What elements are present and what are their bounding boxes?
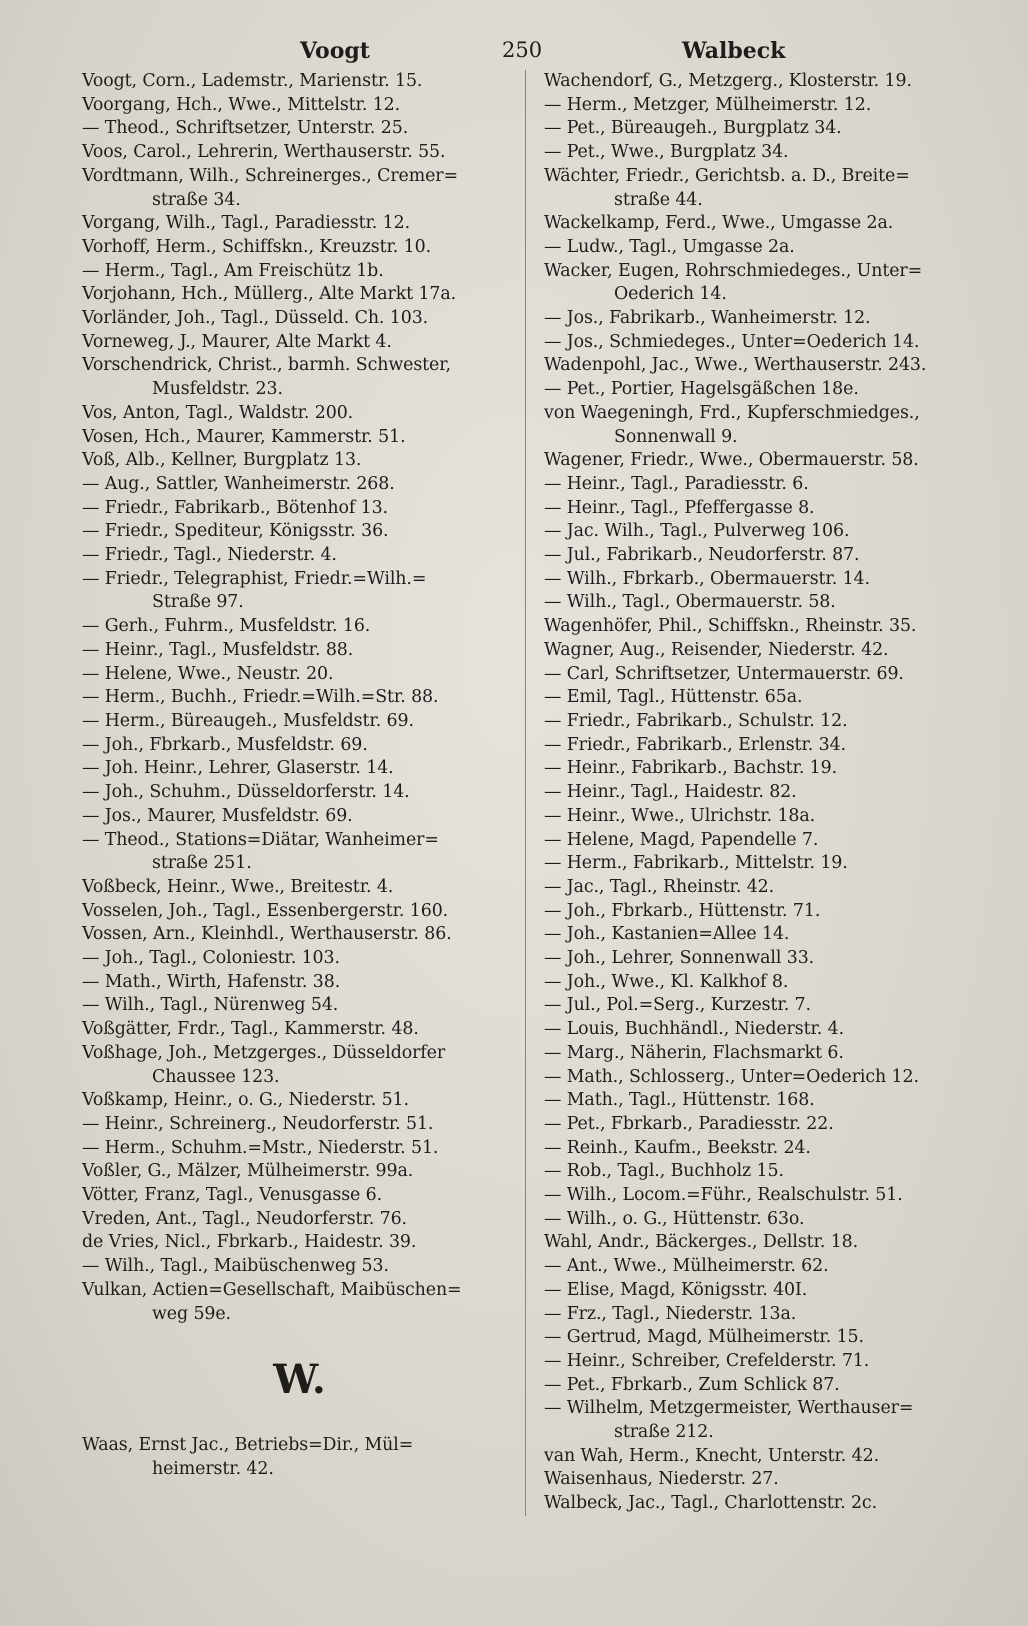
directory-entry: [82, 994, 517, 1018]
directory-entry: [82, 165, 517, 212]
entry-line: Vötter, Franz, Tagl., Venusgasse 6.: [82, 1185, 383, 1206]
entry-line: Vorschendrick, Christ., barmh. Schwester,: [82, 355, 451, 376]
entry-line: — Theod., Schriftsetzer, Unterstr. 25.: [82, 118, 409, 139]
directory-entry: [544, 1018, 968, 1042]
entry-line: de Vries, Nicl., Fbrkarb., Haidestr. 39.: [82, 1232, 417, 1253]
entry-line: — Heinr., Tagl., Musfeldstr. 88.: [82, 639, 354, 660]
entry-line: — Heinr., Schreiber, Crefelderstr. 71.: [544, 1350, 870, 1371]
entry-line: — Helene, Wwe., Neustr. 20.: [82, 663, 334, 684]
directory-entry: [82, 947, 517, 971]
directory-entry: [82, 710, 517, 734]
entry-line: — Joh., Lehrer, Sonnenwall 33.: [544, 948, 815, 969]
directory-entry: [82, 1184, 517, 1208]
left-column: [82, 70, 525, 1516]
directory-entry: [544, 1231, 968, 1255]
entry-line: — Ludw., Tagl., Umgasse 2a.: [544, 236, 795, 257]
entry-line: — Friedr., Tagl., Niederstr. 4.: [82, 545, 337, 566]
entry-line: — Carl, Schriftsetzer, Untermauerstr. 69.: [544, 663, 904, 684]
entry-line: Wacker, Eugen, Rohrschmiedeges., Unter=: [544, 260, 923, 281]
entry-line: — Jac. Wilh., Tagl., Pulverweg 106.: [544, 521, 850, 542]
directory-entry: [544, 734, 968, 758]
directory-entry: [544, 141, 968, 165]
entry-line: — Joh., Tagl., Coloniestr. 103.: [82, 948, 340, 969]
entry-continuation-line: straße 212.: [614, 1422, 714, 1443]
directory-entry: [82, 923, 517, 947]
entry-line: Waisenhaus, Niederstr. 27.: [544, 1469, 779, 1490]
entry-line: Vordtmann, Wilh., Schreinerges., Cremer=: [82, 165, 458, 186]
directory-entry: [544, 994, 968, 1018]
directory-entry: [82, 1089, 517, 1113]
directory-entry: [544, 1184, 968, 1208]
entry-line: Voßler, G., Mälzer, Mülheimerstr. 99a.: [82, 1161, 414, 1182]
entry-line: Vorjohann, Hch., Müllerg., Alte Markt 17a.: [82, 284, 457, 305]
entry-line: — Theod., Stations=Diätar, Wanheimer=: [82, 829, 439, 850]
directory-entry: [82, 497, 517, 521]
entry-continuation-line: Straße 97.: [152, 592, 244, 613]
directory-entry: [82, 876, 517, 900]
entry-line: — Math., Tagl., Hüttenstr. 168.: [544, 1090, 815, 1111]
directory-entry: [82, 402, 517, 426]
entry-continuation-line: straße 251.: [152, 853, 252, 874]
directory-entry: [82, 94, 517, 118]
entry-line: — Wilhelm, Metzgermeister, Werthauser=: [544, 1398, 914, 1419]
entry-line: Voorgang, Hch., Wwe., Mittelstr. 12.: [82, 94, 401, 115]
directory-entry: [82, 1255, 517, 1279]
header-right-keyword: Walbeck: [682, 38, 786, 64]
entry-line: — Jos., Maurer, Musfeldstr. 69.: [82, 805, 353, 826]
directory-entry: [544, 1350, 968, 1374]
directory-entry: [544, 520, 968, 544]
entry-line: — Herm., Schuhm.=Mstr., Niederstr. 51.: [82, 1137, 439, 1158]
directory-entry: [544, 971, 968, 995]
entry-line: — Herm., Büreaugeh., Musfeldstr. 69.: [82, 710, 414, 731]
directory-entry: [544, 923, 968, 947]
page-number: 250: [502, 38, 543, 62]
entry-line: — Joh., Fbrkarb., Musfeldstr. 69.: [82, 734, 368, 755]
entry-continuation-line: Musfeldstr. 23.: [152, 379, 283, 400]
directory-entry: [544, 876, 968, 900]
directory-entry: [82, 307, 517, 331]
directory-entry: [82, 686, 517, 710]
entry-line: — Joh. Heinr., Lehrer, Glaserstr. 14.: [82, 758, 394, 779]
entry-line: Wackelkamp, Ferd., Wwe., Umgasse 2a.: [544, 213, 894, 234]
directory-entry: [82, 568, 517, 615]
directory-entry: [544, 947, 968, 971]
entry-line: — Math., Wirth, Hafenstr. 38.: [82, 971, 341, 992]
entry-line: Vosen, Hch., Maurer, Kammerstr. 51.: [82, 426, 406, 447]
directory-entry: [544, 165, 968, 212]
directory-entry: [82, 639, 517, 663]
entry-line: Vosselen, Joh., Tagl., Essenbergerstr. 160.: [82, 900, 449, 921]
directory-entry: [82, 260, 517, 284]
entry-line: — Joh., Wwe., Kl. Kalkhof 8.: [544, 971, 789, 992]
entry-line: Voß, Alb., Kellner, Burgplatz 13.: [82, 450, 362, 471]
entry-line: — Emil, Tagl., Hüttenstr. 65a.: [544, 687, 803, 708]
directory-entry: [82, 1137, 517, 1161]
directory-entry: [544, 1255, 968, 1279]
directory-entry: [544, 1468, 968, 1492]
entry-line: von Waegeningh, Frd., Kupferschmiedges.,: [544, 402, 920, 423]
page-header: [82, 30, 968, 70]
entry-line: — Ant., Wwe., Mülheimerstr. 62.: [544, 1256, 829, 1277]
entry-line: — Friedr., Spediteur, Königsstr. 36.: [82, 521, 389, 542]
directory-entry: [544, 1113, 968, 1137]
entry-line: — Helene, Magd, Papendelle 7.: [544, 829, 819, 850]
directory-entry: [544, 757, 968, 781]
directory-entry: [82, 805, 517, 829]
entry-line: — Joh., Schuhm., Düsseldorferstr. 14.: [82, 782, 410, 803]
entry-line: Vorhoff, Herm., Schiffskn., Kreuzstr. 10.: [82, 236, 431, 257]
header-left-keyword: Voogt: [300, 38, 370, 64]
right-entry-list: [544, 70, 968, 1516]
entry-line: — Louis, Buchhändl., Niederstr. 4.: [544, 1019, 845, 1040]
directory-entry: [82, 236, 517, 260]
directory-entry: [82, 283, 517, 307]
directory-entry: [82, 117, 517, 141]
entry-line: — Wilh., Locom.=Führ., Realschulstr. 51.: [544, 1185, 903, 1206]
directory-entry: [544, 591, 968, 615]
directory-entry: [544, 449, 968, 473]
directory-entry: [544, 70, 968, 94]
entry-line: Voos, Carol., Lehrerin, Werthauserstr. 55.: [82, 142, 446, 163]
directory-entry: [82, 520, 517, 544]
directory-entry: [544, 544, 968, 568]
directory-entry: [544, 497, 968, 521]
entry-line: — Aug., Sattler, Wanheimerstr. 268.: [82, 473, 395, 494]
directory-entry: [544, 568, 968, 592]
entry-continuation-line: weg 59e.: [152, 1303, 231, 1324]
entry-line: — Pet., Büreaugeh., Burgplatz 34.: [544, 118, 842, 139]
directory-entry: [544, 402, 968, 449]
entry-line: — Jul., Pol.=Serg., Kurzestr. 7.: [544, 995, 811, 1016]
directory-entry: [544, 1042, 968, 1066]
entry-line: — Frz., Tagl., Niederstr. 13a.: [544, 1303, 797, 1324]
directory-entry: [544, 354, 968, 378]
entry-line: — Jac., Tagl., Rheinstr. 42.: [544, 876, 775, 897]
directory-entry: [82, 70, 517, 94]
directory-entry: [82, 781, 517, 805]
directory-entry: [544, 236, 968, 260]
entry-columns: [82, 70, 968, 1516]
directory-entry: [82, 212, 517, 236]
entry-line: — Rob., Tagl., Buchholz 15.: [544, 1161, 784, 1182]
directory-entry: [544, 1160, 968, 1184]
directory-entry: [544, 1089, 968, 1113]
directory-entry: [82, 1208, 517, 1232]
directory-entry: [82, 971, 517, 995]
entry-continuation-line: Sonnenwall 9.: [614, 426, 738, 447]
entry-line: — Pet., Fbrkarb., Zum Schlick 87.: [544, 1374, 840, 1395]
left-after-section-list: [82, 1434, 517, 1481]
entry-line: — Herm., Buchh., Friedr.=Wilh.=Str. 88.: [82, 687, 439, 708]
entry-line: Vreden, Ant., Tagl., Neudorferstr. 76.: [82, 1208, 407, 1229]
entry-line: — Herm., Tagl., Am Freischütz 1b.: [82, 260, 384, 281]
entry-line: — Heinr., Tagl., Haidestr. 82.: [544, 782, 797, 803]
directory-entry: [82, 1434, 517, 1481]
entry-line: — Heinr., Tagl., Paradiesstr. 6.: [544, 473, 809, 494]
entry-line: — Marg., Näherin, Flachsmarkt 6.: [544, 1042, 844, 1063]
directory-entry: [544, 900, 968, 924]
directory-entry: [544, 1066, 968, 1090]
directory-entry: [82, 900, 517, 924]
directory-entry: [544, 1492, 968, 1516]
directory-entry: [82, 426, 517, 450]
directory-entry: [82, 829, 517, 876]
entry-continuation-line: Oederich 14.: [614, 284, 727, 305]
entry-line: — Friedr., Fabrikarb., Schulstr. 12.: [544, 710, 848, 731]
directory-entry: [544, 117, 968, 141]
entry-line: — Wilh., Tagl., Obermauerstr. 58.: [544, 592, 836, 613]
entry-line: Vulkan, Actien=Gesellschaft, Maibüschen=: [82, 1279, 462, 1300]
directory-entry: [544, 805, 968, 829]
entry-line: — Wilh., Tagl., Maibüschenweg 53.: [82, 1256, 389, 1277]
entry-line: — Herm., Fabrikarb., Mittelstr. 19.: [544, 853, 848, 874]
directory-entry: [544, 1279, 968, 1303]
entry-line: — Herm., Metzger, Mülheimerstr. 12.: [544, 94, 872, 115]
directory-entry: [544, 1397, 968, 1444]
entry-line: — Heinr., Schreinerg., Neudorferstr. 51.: [82, 1113, 434, 1134]
directory-entry: [82, 615, 517, 639]
directory-entry: [82, 663, 517, 687]
entry-line: — Pet., Wwe., Burgplatz 34.: [544, 142, 789, 163]
entry-line: — Friedr., Telegraphist, Friedr.=Wilh.=: [82, 568, 427, 589]
entry-line: Voßgätter, Frdr., Tagl., Kammerstr. 48.: [82, 1019, 419, 1040]
entry-line: Wachendorf, G., Metzgerg., Klosterstr. 19.: [544, 71, 912, 91]
directory-entry: [544, 1374, 968, 1398]
directory-entry: [544, 1326, 968, 1350]
directory-entry: [544, 260, 968, 307]
directory-entry: [544, 852, 968, 876]
directory-entry: [82, 1231, 517, 1255]
entry-line: Vorgang, Wilh., Tagl., Paradiesstr. 12.: [82, 213, 411, 234]
entry-line: Wadenpohl, Jac., Wwe., Werthauserstr. 243.: [544, 355, 927, 376]
directory-entry: [544, 639, 968, 663]
entry-line: Voogt, Corn., Lademstr., Marienstr. 15.: [82, 71, 423, 91]
entry-continuation-line: heimerstr. 42.: [152, 1458, 274, 1479]
directory-entry: [544, 1208, 968, 1232]
entry-line: — Friedr., Fabrikarb., Erlenstr. 34.: [544, 734, 846, 755]
entry-continuation-line: Chaussee 123.: [152, 1066, 280, 1087]
entry-line: — Gerh., Fuhrm., Musfeldstr. 16.: [82, 616, 371, 637]
entry-line: Vorländer, Joh., Tagl., Düsseld. Ch. 103.: [82, 308, 429, 329]
entry-continuation-line: straße 44.: [614, 189, 703, 210]
directory-entry: [544, 829, 968, 853]
directory-entry: [544, 781, 968, 805]
directory-entry: [544, 710, 968, 734]
directory-entry: [82, 734, 517, 758]
directory-entry: [544, 331, 968, 355]
directory-entry: [82, 1160, 517, 1184]
directory-entry: [82, 331, 517, 355]
entry-line: — Math., Schlosserg., Unter=Oederich 12.: [544, 1066, 919, 1087]
entry-line: — Wilh., Fbrkarb., Obermauerstr. 14.: [544, 568, 870, 589]
entry-line: Wagenhöfer, Phil., Schiffskn., Rheinstr. 35.: [544, 616, 917, 637]
directory-entry: [544, 94, 968, 118]
entry-line: Waas, Ernst Jac., Betriebs=Dir., Mül=: [82, 1435, 414, 1456]
directory-entry: [544, 473, 968, 497]
directory-entry: [544, 378, 968, 402]
entry-line: — Jul., Fabrikarb., Neudorferstr. 87.: [544, 545, 860, 566]
directory-entry: [82, 141, 517, 165]
directory-entry: [82, 354, 517, 401]
directory-entry: [82, 1113, 517, 1137]
left-entry-list: [82, 70, 517, 1326]
directory-entry: [82, 1279, 517, 1326]
directory-entry: [82, 1042, 517, 1089]
entry-line: — Joh., Kastanien=Allee 14.: [544, 924, 790, 945]
entry-line: — Gertrud, Magd, Mülheimerstr. 15.: [544, 1327, 864, 1348]
directory-entry: [544, 307, 968, 331]
entry-line: Voßkamp, Heinr., o. G., Niederstr. 51.: [82, 1090, 409, 1111]
entry-line: van Wah, Herm., Knecht, Unterstr. 42.: [544, 1445, 879, 1466]
entry-line: — Heinr., Wwe., Ulrichstr. 18a.: [544, 805, 816, 826]
directory-entry: [544, 212, 968, 236]
directory-entry: [82, 449, 517, 473]
entry-line: — Heinr., Tagl., Pfeffergasse 8.: [544, 497, 815, 518]
entry-line: — Jos., Schmiedeges., Unter=Oederich 14.: [544, 331, 920, 352]
entry-line: Vossen, Arn., Kleinhdl., Werthauserstr. 86.: [82, 924, 452, 945]
entry-line: — Pet., Fbrkarb., Paradiesstr. 22.: [544, 1113, 834, 1134]
directory-entry: [82, 544, 517, 568]
entry-line: — Pet., Portier, Hagelsgäßchen 18e.: [544, 379, 859, 400]
entry-line: Vos, Anton, Tagl., Waldstr. 200.: [82, 402, 354, 423]
entry-line: Voßhage, Joh., Metzgerges., Düsseldorfer: [82, 1042, 446, 1063]
directory-entry: [82, 757, 517, 781]
entry-line: Vorneweg, J., Maurer, Alte Markt 4.: [82, 331, 392, 352]
directory-entry: [82, 473, 517, 497]
entry-continuation-line: straße 34.: [152, 189, 241, 210]
entry-line: — Wilh., o. G., Hüttenstr. 63o.: [544, 1208, 805, 1229]
directory-entry: [82, 1018, 517, 1042]
directory-entry: [544, 1137, 968, 1161]
entry-line: — Elise, Magd, Königsstr. 40I.: [544, 1279, 808, 1300]
directory-entry: [544, 1303, 968, 1327]
entry-line: Wagner, Aug., Reisender, Niederstr. 42.: [544, 639, 889, 660]
entry-line: Walbeck, Jac., Tagl., Charlottenstr. 2c.: [544, 1493, 878, 1514]
directory-entry: [544, 615, 968, 639]
entry-line: — Wilh., Tagl., Nürenweg 54.: [82, 995, 339, 1016]
entry-line: Wagener, Friedr., Wwe., Obermauerstr. 58.: [544, 450, 919, 471]
entry-line: — Joh., Fbrkarb., Hüttenstr. 71.: [544, 900, 821, 921]
entry-line: — Reinh., Kaufm., Beekstr. 24.: [544, 1137, 811, 1158]
right-column: [525, 70, 968, 1516]
entry-line: — Friedr., Fabrikarb., Bötenhof 13.: [82, 497, 388, 518]
entry-line: — Heinr., Fabrikarb., Bachstr. 19.: [544, 758, 838, 779]
entry-line: Voßbeck, Heinr., Wwe., Breitestr. 4.: [82, 876, 394, 897]
directory-entry: [544, 663, 968, 687]
entry-line: — Jos., Fabrikarb., Wanheimerstr. 12.: [544, 308, 871, 329]
section-letter: W.: [273, 1356, 326, 1404]
directory-entry: [544, 686, 968, 710]
entry-line: Wächter, Friedr., Gerichtsb. a. D., Breite=: [544, 165, 910, 186]
directory-entry: [544, 1445, 968, 1469]
entry-line: Wahl, Andr., Bäckerges., Dellstr. 18.: [544, 1232, 859, 1253]
